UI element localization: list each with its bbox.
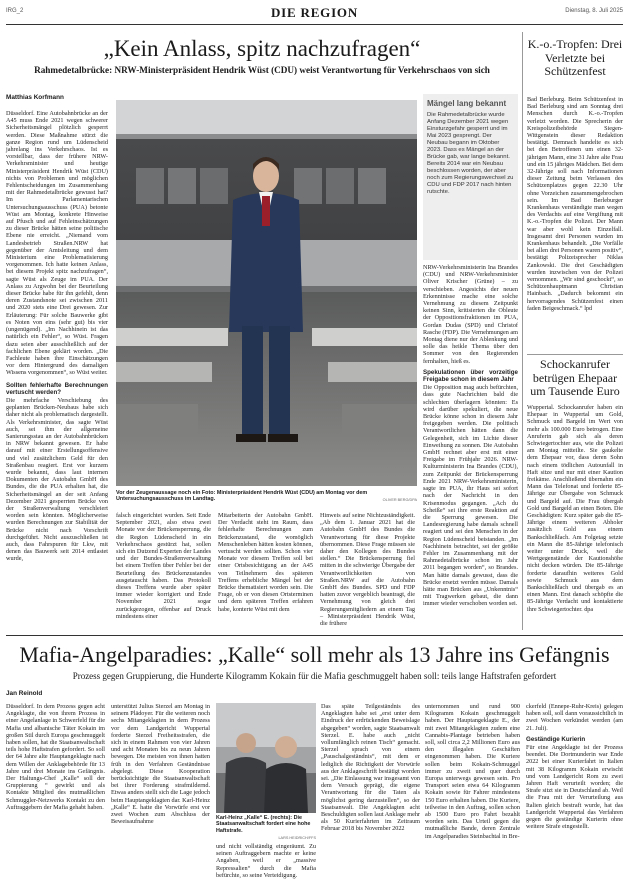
- vertical-column-rule: [522, 32, 523, 630]
- bottom-column-4: Das späte Teilgeständnis des Angeklagten habe sei „erst unter dem Eindruck der erdrückenden Beweislage abgegeben“ worden, sagte Staatsanwalt Sterzel. E. habe auch „nicht vollumfänglich reinen Tisch“ gemacht. Sterzel sprach von einem „Pauschalgeständnis“, mit dem er lediglich die Richtigkeit der Vorwürfe aus der Anklageschrift bestätigt worden sei. „Die Einlassung war insgesamt von dem Versuch geprägt, die eigene Verantwortung für die Taten als möglichst gering darzustellen“, so der Staatsanwalt. Die Angeklagten acht Beschuldigten sollen laut Anklage mehr als 50 Kurierfahrten im Zeitraum Februar 2018 bis November 2022: [321, 703, 420, 833]
- bottom-column-1: Düsseldorf. In dem Prozess gegen acht Angeklagte, die von ihrem Prozess in einer Angelanlage in Schwerfeld für die Mafia und albanische Täter Kokain im großen Stil durch Europa geschmuggelt haben sollen, hat die Staatsanwaltschaft teils hohe Haftstrafen gefordert. So soll der 64 Jahre alte Hauptangeklagte nach dem Willen der Anklagebehörde für 13 Jahre und drei Monate ins Gefängnis. Der Haltungs-Chef „Kalle“ soll der Gruppierung “ gewirkt und als Kontakte Mitglied des mutmaßlichen Schmuggler-Netzwerks Kontakt zu den Auftraggebern der Mafia gehabt haben.: [6, 703, 105, 811]
- lead-column-1-text: Düsseldorf. Eine Autobahnbrücke an der A45 muss Ende 2021 wegen schwerer Sicherheitsmängel plötzlich gesperrt werden. Diese Maßnahme stürzt die ganze Region rund um Lüdenscheid jahrelang ins Verkehrschaos. Ist es vorstellbar, dass der frühere NRW-Verkehrsminister und heutige Ministerpräsident Hendrik Wüst (CDU) nichts von Problemen und möglichen Fehlentscheidungen im Zusammenhang mit der Rahmedetalbrücke gewusst hat? Im Parlamentarischen Untersuchungsausschuss (PUA) betonte Wüst am Montag, konkrete Hinweise auf Pfusch und auf Fehleinschätzungen zu dieser Brücke hätten seine politische Ebene nie erreicht. „Niemand vom Landesbetrieb Straßen.NRW hat gegenüber der Amtsleitung und dem Ministerium eine Problematisierung vorgenommen. Ich hatte keinen Anlass, bei diesem Projekt spitz nachzufragen“, sagte Wüst als Zeuge im PUA. Der Anlass zu Argwohn bei der Beurteilung dieser Brücke habe für ihn gefehlt, denn deren Zustandsnote sei zwischen 2011 und 2020 stets eine Drei gewesen. Zur Erläuterung: Für solche Bauwerke gibt es Noten von eins (sehr gut) bis vier (ungenügend). „Im Nachhinein ist das natürlich ein Fehler“, so Wüst. Fragen dazu seien aber ausschließlich auf der fachlichen Ebene geklärt worden. „Die Fachleute haben ihre Einschätzungen vor dem Hintergrund des damaligen Wissens vorgenommen“, so Wüst weiter.: [6, 110, 108, 377]
- lead-column-2: [116, 512, 211, 629]
- lead-column-1-text-b: Die mehrfache Verschiebung des geplanten Brücken-Neubaus habe sich daher nicht als problematisch dargestellt. Als Verkehrsminister, das sagte Wüst auch, sei ihm der allgemeine Sanierungsstau an der Autobahnbrücken in NRW bekannt gewesen. Er habe darauf mit einer Erstellungsoffensive und viel zusätzlichem Geld für den Straßenbau reagiert. Erst vor kurzem wurde bekannt, dass laut internen Dokumenten der Autobahn GmbH des Bundes, die die PUA erhalten hat, die Sicherheitsmängel an der seit Anfang Dezember 2021 gesperrten Brücke von der Straßenverwaltung verschleiert worden sein könnten. Möglicherweise wurden Berechnungen zur Stabilität der Brücke nicht nach Vorschrift durchgeführt. Nicht auszuschließen ist auch, dass Fahrspuren für Lkw, mit denen das Bauwerk seit 2014 entlastet wurde,: [6, 396, 108, 563]
- lead-column-3-text: Mitarbeiterin der Autobahn GmbH. Der Verdacht steht im Raum, dass fehlerhafte Berechnungen zum Brückenzustand, die womöglich Menschenleben hätten kosten können, vertuscht werden sollten. Schon vier Monate vor diesem Treffen soll bei einer Ortsbesichtigung an der A45 von Teilnehmern des späteren Treffens erhebliche Mängel bei der Brücke thematisiert worden sein. Die Frage, ob er von diesen Ortsterminen und dem späteren Treffen erfahren habe, konterte Wüst mit dem: [218, 512, 313, 613]
- info-box-text: Die Rahmedetalbrücke wurde Anfang Dezember 2021 wegen Einsturzgefahr gesperrt und im Mai 2023 gesprengt. Der Neubau begann im Oktober 2023. Dass es Mängel an der Brücke gab, war lange bekannt. Bereits 2014 war ein Neubau beschlossen worden, der aber noch zum Regierungswechsel zu CDU und FDP 2017 nach hinten rutschte.: [427, 112, 514, 195]
- landtag-room-image: [116, 100, 417, 486]
- bottom-subheadline: Prozess gegen Gruppierung, die Hunderte Kilogramm Kokain für die Mafia geschmuggelt haben soll: teils lange Haftstrafen gefordert: [72, 671, 557, 681]
- header-rule: [6, 24, 623, 25]
- bottom-column-2: unterstützt Julius Sterzel am Montag in seinem Plädoyer. Für die weiteren noch sechs Mitangeklagten in dem Prozess vor dem Landgericht Wuppertal forderte Sterzel Freiheitsstrafen, die sich in einem Rahmen von vier Jahren und acht Monaten bis zu neun Jahren bewegen. Die meisten von ihnen hatten früh in den Verfahren Geständnisse abgelegt. Diese Kooperation berücksichtigte die Staatsanwaltschaft bei ihrer Forderung strafmildernd. Etwas anders stellt sich die Lage jedoch beim Hauptangeklagten dar. Karl-Heinz „Kalle“ E. hatte die Vorwürfe erst vor zwei Wochen zum Abschluss der Beweisaufnahme: [111, 703, 210, 826]
- brief-2-text: Wuppertal. Schockanrufer haben ein Ehepaar in Wuppertal um Gold, Schmuck und Bargeld im Wert von mehr als 100.000 Euro betrogen. Eine Anruferin gab sich als deren Schwiegertochter aus, wie die Polizei am Montag mitteilte. Sie gaukelte dem Ehepaar vor, dass deren Sohn nach einem tödlichen Autounfall in Haft sitze und nur mit einer Kaution freikäme. Anschließend übernahm ein Mann das Telefonat und forderte 85-Jährige zur Übergabe von Schmuck und Bargeld auf. Die Frau übergab Gold und Bargeld an einen Boten. Die Geschädigten: Kurz später gab die 85-Jährige einem weiteren Abholer zusätzlich Gold aus einem Bankschließfach. Am Folgetag setzte ein Mann die 85-Jährige telefonisch weiter unter Druck, weil die Wertgegenstände der Kautionshöhe nicht decken würden. Die 85-Jährige forderte daraufhin weiteres Gold sowie Schmuck aus dem Bankschließfach und übergab es an einen Mann. Erst danach schöpfte die 85-Jährige Verdacht und kontaktierte ihre Schwiegertochter. dpa: [527, 404, 623, 613]
- page-code: IRG_2: [6, 8, 24, 14]
- lead-author: Matthias Korfmann: [6, 94, 64, 101]
- lead-column-5-text-b: Die Opposition mag auch befürchten, dass gute Nachrichten bald die schlechten überlagern könnten: Es wird darüber spekuliert, die neue Brücke könne schon in diesem Jahr freigegeben werden. Die politisch Verantwortlichen hätten dann die Gelegenheit, sich im Lichte dieser Einweihung zu sonnen. Die Autobahn GmbH rechnet aber erst mit einer Freigabe im Frühjahr 2026. NRW-Kulturministerin Ina Brandes (CDU), zum Zeitpunkt der Brückensperrung Ende 2021 NRW-Verkehrsministerin, sagte im PUA, ihr Haus sei sofort nach der Nachricht in den Krisenmodus gegangen. „Ach du Scheiße“ sei ihre erste Reaktion auf die Sperrung gewesen. Die Landesregierung habe damals schnell reagiert und sei den Menschen in der Region Lüdenscheid beistanden. „Im Nachhinein betrachtet, sei der größte Fehler im Zusammenhang mit der Rahmedetalbrücke schon im Jahr 2011 begangen worden“, so Brandes. Man hätte damals gewusst, dass die Brücke ersetzt werden müsse. Damals hätte man Brücken aus „Unkenntnis“ mit Tragwerken gebaut, die dann immer wieder verschoben worden sei.: [423, 384, 518, 608]
- bottom-photo-credit: LARS HEIDRICH/FFS: [278, 836, 316, 840]
- info-box-title: Mängel lang bekannt: [427, 99, 507, 108]
- bottom-photo: [216, 703, 316, 813]
- brief-1-headline: K.-o.-Tropfen: Drei Verletzte bei Schützenfest: [527, 37, 623, 78]
- page-date: Dienstag, 8. Juli 2025: [565, 8, 623, 14]
- lead-column-5: [423, 264, 518, 630]
- bottom-headline: Mafia-Angelparadies: „Kalle“ soll mehr als 13 Jahre ins Gefängnis: [19, 642, 610, 667]
- lead-photo-caption: Vor der Zeugenaussage noch ein Foto: Ministerpräsident Hendrik Wüst (CDU) am Montag vor dem Untersuchungsausschuss im Landtag.: [116, 490, 368, 503]
- courtroom-image: [216, 703, 316, 813]
- bottom-column-5: unternommen und rund 900 Kilogramm Kokain geschmuggelt haben. Der Hauptangeklagte E., der mit zwei Mitangeklagten zudem eine Cannabis-Plantage betrieben haben soll, soll circa 2,2 Millionen Euro aus den illegalen Geschäften eingenommen haben. Die Kuriere sollen beim Kokain-Schmuggel immer zu zweit und quer durch Europa unterwegs gewesen sein. Pro Transport seien etwa 64 Kilogramm Kokain sowie für Fahrer mindestens 150 Euro erhalten haben. Die Kuriere, teilweise in den Auftrag, sollen schon ab 1500 Euro pro Fahrt bezahlt worden sein. Das Urteil gegen die mutmaßliche Bande, deren Zentrale im Angelparadies Steinbachtal in Bre-: [425, 703, 520, 840]
- bottom-column-3: und nicht vollständig eingeräumt. Zu seinen Auftraggebern machte er keine Angaben, weil er „massive Repressalien“ durch die Mafia befürchte, so seine Verteidigung.: [216, 843, 316, 879]
- brief-separator: [527, 354, 623, 355]
- lead-column-5-text-a: NRW-Verkehrsministerin Ina Brandes (CDU) und NRW-Verkehrsminister Oliver Krischer (Grüne) – zu verschieben. Angesichts der neuen Erkenntnisse mache eine solche Vernehmung zu diesem Zeitpunkt keinen Sinn, kritisierten die Obleute der Oppositionsfraktionen im PUA, Gordan Dudas (SPD) und Christof Rasche (FDP). Die Vernehmungen am Montag diene nur der Ablenkung und solle das heikle Thema über den Sommer von den Regierenden fernhalten, hieß es.: [423, 264, 518, 365]
- bottom-column-6-text: ckerfeld (Ennepe-Ruhr-Kreis) gelegen haben soll, soll dann voraussichtlich in zwei Wochen verkündet werden (am 21. Juli).: [526, 703, 623, 732]
- brief-2-headline: Schockanrufer betrügen Ehepaar um Tausende Euro: [530, 357, 620, 398]
- bottom-author: Jan Reinold: [6, 690, 43, 697]
- lead-subheadline: Rahmedetalbrücke: NRW-Ministerpräsident Hendrik Wüst (CDU) weist Verantwortung für Verkehrschaos von sich: [34, 65, 490, 75]
- lead-column-4: [320, 512, 415, 629]
- lead-photo: [116, 100, 417, 486]
- lead-column-2-text: falsch eingerichtet wurden. Seit Ende September 2021, also etwa zwei Monate vor der Brückensperrung, die die Region Lüdenscheid in ein Verkehrschaos gestürzt hat, sollen sich ein Dutzend Experten der Landes und der Bundes-Straßenverwaltung bei einem Treffen über Fehler bei der Beurteilung des Brückenzustandes ausgetauscht haben. Das Protokoll dieses Treffens wurde aber später immer wieder korrigiert und Ende November 2021 sogar zurückgezogen, offenbar auf Druck mindestens einer: [116, 512, 211, 620]
- lead-column-1-subhead: Sollten fehlerhafte Berechnungen vertuscht werden?: [6, 381, 108, 396]
- bottom-column-6: [526, 703, 623, 869]
- lead-photo-credit: OLIVER BERG/DPA: [382, 498, 417, 502]
- lead-column-4-text: Hinweis auf seine Nichtzuständigkeit. „Ab dem 1. Januar 2021 hat die Autobahn GmbH des Bundes die Verantwortung für diese Projekte übernommen. Diese Frage müssen sie daher den Kollegen des Bundes stellen.“ Die Brückensperrung fiel mitten in die schwierige Übergabe der Verantwortlichkeiten von Straßen.NRW auf die Autobahn GmbH des Bundes. SPD und FDP hatten zuvor vergeblich beantragt, die Vernehmung von gleich drei Regierungsmitgliedern an einem Tag – Ministerpräsident Hendrik Wüst, die frühere: [320, 512, 415, 628]
- section-rule: [6, 635, 623, 636]
- lead-column-3: [218, 512, 313, 629]
- bottom-column-6-subhead: Geständige Kurierin: [526, 735, 586, 743]
- lead-column-1: [6, 110, 108, 630]
- brief-1-text: Bad Berleburg. Beim Schützenfest in Bad Berleburg sind am Sonntag drei Menschen durch K.-o.-Tropfen verletzt worden. Die Sprecherin der Kreispolizeibehörde Siegen-Wittgenstein dieser Redaktion bestätigt. Demnach handelte es sich bei den Betroffenen um einen 32-jährigen Mann, eine 31 Jahre alte Frau und ein 15 jähriges Mädchen. Bei dem 32-Jährige soll nach Informationen dieser Zeitung beim Verlassen des Schützenplatzes gegen 22.30 Uhr ohne Vorzeichen zusammengebrochen sein. Im Bad Berleburger Krankenhaus verständigte man wegen des Verdachts auf eine Vergiftung mit K.-o.-Tropfen die Polizei. Der Mann war aber wohl kein Einzelfall. Insgesamt drei Personen wurden im Krankenhaus behandelt. „Die Vorfälle bei allen drei Personen waren positiv“, bestätigt Polizeisprecher Niklas Zankowski. Die drei Geschädigten wurden inzwischen von der Polizei vernommen. „Wir sind geschockt“, so Schützenhauptmann Christian Hainbach. „Dadurch bekommt ein hervorragendes Schützenfest einen faden Beigeschmack.“ lpd: [527, 96, 623, 312]
- bottom-photo-caption: Karl-Heinz „Kalle“ E. (rechts): Die Staatsanwaltschaft fordert eine hohe Haftstrafe.: [216, 815, 311, 834]
- info-box: [423, 94, 518, 260]
- section-title: DIE REGION: [270, 5, 359, 20]
- bottom-column-6-text-b: Für eine Angeklagte ist der Prozess beendet. Die Dortmunderin war Ende 2022 bei einer Kurierfahrt in Italien mit 38 Kilogramm Kokain erwischt und vom Landgericht Rom zu zwei Jahren Haft verurteilt worden; die Strafe sitzt sie in Deutschland ab. Weil die Frau mit der Verurteilung aus Italien gleich bestraft wurde, hat das Landgericht Wuppertal das Verfahren gegen die geständige Kurierin ohne weitere Strafe eingestellt.: [526, 744, 623, 831]
- lead-column-5-subhead: Spekulationen über vorzeitige Freigabe schon in diesem Jahr: [423, 368, 518, 384]
- lead-headline: „Kein Anlass, spitz nachzufragen“: [103, 36, 421, 61]
